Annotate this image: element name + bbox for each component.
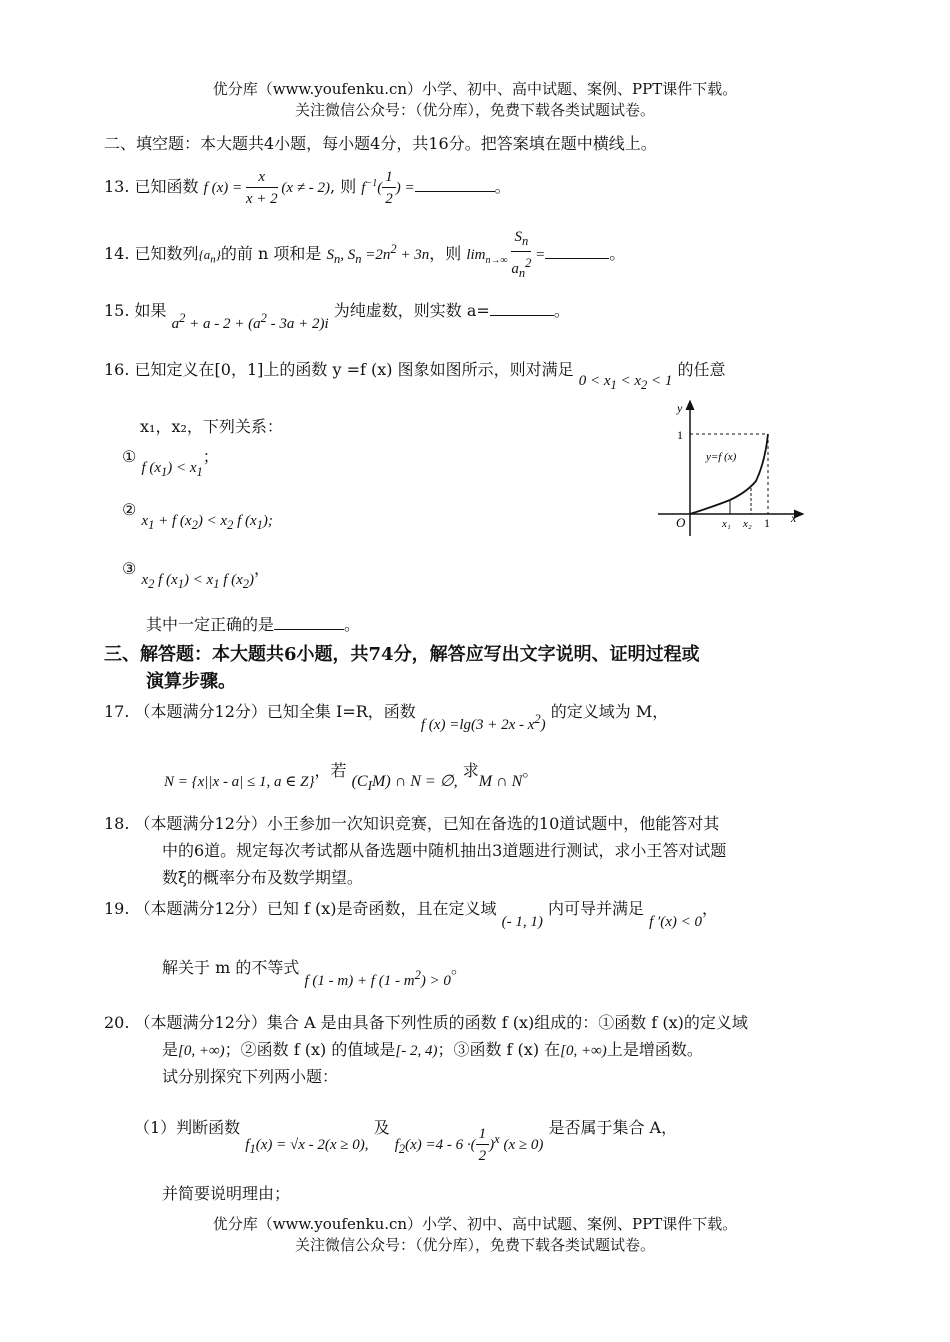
q13-then: , 则	[330, 177, 357, 196]
q18-line-3: 数ξ的概率分布及数学期望。	[162, 868, 363, 887]
q14-then: ，则	[429, 244, 462, 263]
q16-conclusion-text: 其中一定正确的是	[146, 615, 275, 634]
q16-option-3: ③ $x_2$ f $(x_1) < x_1$ f $(x_2)$，	[122, 559, 271, 591]
q16-opt2-formula: $x_1 + f$ $(x_2) < x_2$ f $(x_1)$;	[141, 513, 273, 532]
section-2-heading: 二、填空题：本大题共4小题，每小题4分，共16分。把答案填在题中横线上。	[104, 134, 657, 153]
q15-complex-formula: $a^2 + a - 2 + (a^2 - 3a + 2)i$	[171, 311, 329, 332]
graph-label-y: y	[677, 401, 683, 415]
q15-mid: 为纯虚数，则实数 a=	[333, 301, 490, 320]
q17-target-formula: M ∩ N	[478, 773, 523, 790]
q16-number: 16.	[104, 360, 130, 379]
q20-line2-b: ；②函数 f (x) 的值域是	[224, 1040, 396, 1059]
q19-mid: 内可导并满足	[547, 899, 644, 918]
q16-end: 的任意	[677, 360, 726, 379]
q20-sub-1	[134, 1108, 678, 1164]
q20-f1-formula: $f_1(x) = √x - 2(x \ge 0)$,	[245, 1136, 369, 1156]
q17-function-formula: f $(x) =\lg(3 + 2x - x^2)$	[420, 712, 546, 733]
graph-label-x: x	[791, 511, 797, 525]
q14-sum-formula: $S_n$, $S_n =2n^2 + 3n$	[326, 242, 430, 266]
q20-line-1: （本题满分12分）集合 A 是由具备下列性质的函数 f (x)组成的：①函数 f (x)的定义域	[134, 1013, 748, 1032]
q15-number: 15.	[104, 301, 130, 320]
header-line-2: 关注微信公众号：（优分库），免费下载各类试题试卷。	[294, 101, 655, 119]
graph-label-x2: x₂	[743, 518, 752, 530]
q13-text: 已知函数	[134, 177, 199, 196]
q16-opt3-formula: $x_2$ f $(x_1) < x_1$ f $(x_2)$	[141, 572, 255, 591]
q19-line2-text: 解关于 m 的不等式	[162, 958, 300, 977]
question-20	[104, 1010, 748, 1033]
q20-line-2	[162, 1037, 703, 1060]
question-13: 13. 已知函数 f (x) = $\frac{x}{x + 2}$ (x ≠ - 2), 则 $f^{-1}$( $\frac{1}{2}$ ) = 。	[104, 169, 511, 208]
q14-text: 已知数列	[134, 244, 199, 263]
q13-function-formula: f (x) = $\frac{x}{x + 2}$ (x ≠ - 2)	[203, 169, 331, 208]
q16-option-2	[122, 500, 273, 532]
q14-mid: 的前 n 项和是	[220, 244, 322, 263]
question-14: 14. 已知数列$\{a_n\}$的前 n 项和是 $S_n$, $S_n =2n^2 + 3n$，则 $\lim_{n\to\infty}$ $\frac{S_n}{a_n^2}$ = 。	[104, 229, 626, 281]
q16-opt2-marker: ②	[122, 500, 137, 519]
q14-number: 14.	[104, 244, 130, 263]
q19-domain-formula: (- 1, 1)	[501, 914, 543, 930]
graph-curve-label: y=f (x)	[706, 451, 737, 463]
q20-sub1-b: 及	[373, 1117, 390, 1137]
q17-end: 的定义域为 M，	[550, 702, 669, 721]
q20-increasing-formula: [0, +∞)	[560, 1043, 607, 1059]
graph-label-y-one: 1	[677, 428, 683, 442]
q20-line2-d: 上是增函数。	[606, 1040, 703, 1059]
footer-line-2: 关注微信公众号：（优分库），免费下载各类试题试卷。	[294, 1236, 655, 1254]
footer-line-1: 优分库（www.youfenku.cn）小学、初中、高中试题、案例、PPT课件下载。	[212, 1215, 738, 1233]
question-15: 15. 如果 $a^2 + a - 2 + (a^2 - 3a + 2)i$ 为纯虚数，则实数 a= 。	[104, 301, 570, 332]
q15-answer-blank	[490, 315, 554, 316]
q19-line-2: 解关于 m 的不等式 f (1 - m) + f $(1 - m^2) > 0$。	[162, 958, 467, 989]
q13-number: 13.	[104, 177, 130, 196]
q20-sub1-a: （1）判断函数	[134, 1117, 241, 1137]
graph-label-origin: O	[676, 515, 686, 530]
q16-function-graph	[650, 396, 810, 541]
q14-answer-blank	[545, 258, 609, 259]
q19-derivative-formula: f ′(x) < 0	[649, 914, 703, 930]
q20-line2-a: 是	[162, 1040, 179, 1059]
q16-opt1-marker: ①	[122, 447, 137, 466]
q13-answer-blank	[415, 191, 495, 192]
question-16	[104, 357, 726, 392]
q16-condition-formula: $0 < x_1 < x_2 < 1$	[578, 373, 673, 392]
q20-number: 20.	[104, 1013, 130, 1032]
question-19: 19. （本题满分12分）已知 f (x)是奇函数，且在定义域 (- 1, 1) 内可导并满足 f ′(x) < 0，	[104, 899, 719, 930]
q17-line2-mid: ，若	[314, 761, 347, 780]
q17-condition-formula: $(C_IM)$ ∩ N = ∅,	[351, 773, 458, 794]
section-3-heading: 三、解答题：本大题共6小题，共74分，解答应写出文字说明、证明过程或	[104, 644, 700, 665]
q17-line2-end: 求	[462, 761, 479, 780]
graph-label-x-one: 1	[764, 516, 770, 530]
header-line-1: 优分库（www.youfenku.cn）小学、初中、高中试题、案例、PPT课件下载。	[212, 80, 738, 98]
q20-sub1-c: 是否属于集合 A，	[548, 1117, 678, 1137]
q16-text: 已知定义在[0，1]上的函数 y =f (x) 图象如图所示，则对满足	[134, 360, 574, 379]
q20-sub1-line-2: 并简要说明理由；	[162, 1184, 291, 1203]
q20-line-3: 试分别探究下列两小题：	[162, 1067, 339, 1086]
graph-curve	[690, 434, 768, 514]
q19-inequality-formula: f (1 - m) + f $(1 - m^2) > 0$	[304, 968, 451, 989]
q18-number: 18.	[104, 814, 130, 833]
q20-line2-c: ；③函数 f (x) 在	[437, 1040, 561, 1059]
q16-answer-blank	[274, 629, 344, 630]
q20-f2-formula: $f_2(x) =4 - 6$ ·( $\frac{1}{2}$ )$^x$ (x ≥ 0)	[394, 1126, 544, 1164]
section-3-heading-2: 演算步骤。	[146, 671, 236, 692]
q18-line-1: （本题满分12分）小王参加一次知识竞赛，已知在备选的10道试题中，他能答对其	[134, 814, 720, 833]
q16-opt1-formula: f $(x_1) < x_1$	[141, 460, 203, 479]
q20-domain-formula: [0, +∞)	[178, 1043, 225, 1059]
q13-inverse-formula: $f^{-1}$( $\frac{1}{2}$ ) =	[361, 169, 415, 208]
q18-line-2: 中的6道。规定每次考试都从备选题中随机抽出3道题进行测试，求小王答对试题	[162, 841, 727, 860]
q17-line-2: N = {x||x - a| ≤ 1, a ∈ Z}，若 $(C_IM)$ ∩ N = ∅, 求M ∩ N。	[164, 761, 539, 794]
q17-number: 17.	[104, 702, 130, 721]
q16-conclusion: 其中一定正确的是 。	[146, 615, 361, 634]
q14-limit-formula: $\lim_{n\to\infty}$ $\frac{S_n}{a_n^2}$ =	[466, 229, 546, 281]
q19-text: （本题满分12分）已知 f (x)是奇函数，且在定义域	[134, 899, 497, 918]
question-18	[104, 811, 719, 834]
question-17	[104, 699, 669, 733]
q20-range-formula: [- 2, 4)	[395, 1043, 438, 1059]
q19-number: 19.	[104, 899, 130, 918]
q15-text: 如果	[134, 301, 167, 320]
q17-set-n-formula: N = {x||x - a| ≤ 1, a ∈ Z}	[164, 774, 315, 790]
q14-sequence-formula: $\{a_n\}$	[198, 247, 221, 266]
q17-text: （本题满分12分）已知全集 I=R，函数	[134, 702, 416, 721]
q16-opt3-marker: ③	[122, 559, 137, 578]
q16-line-2: x₁，x₂，下列关系：	[140, 417, 283, 436]
q16-option-1: ① f $(x_1) < x_1$；	[122, 447, 219, 479]
graph-label-x1: x₁	[722, 518, 731, 530]
